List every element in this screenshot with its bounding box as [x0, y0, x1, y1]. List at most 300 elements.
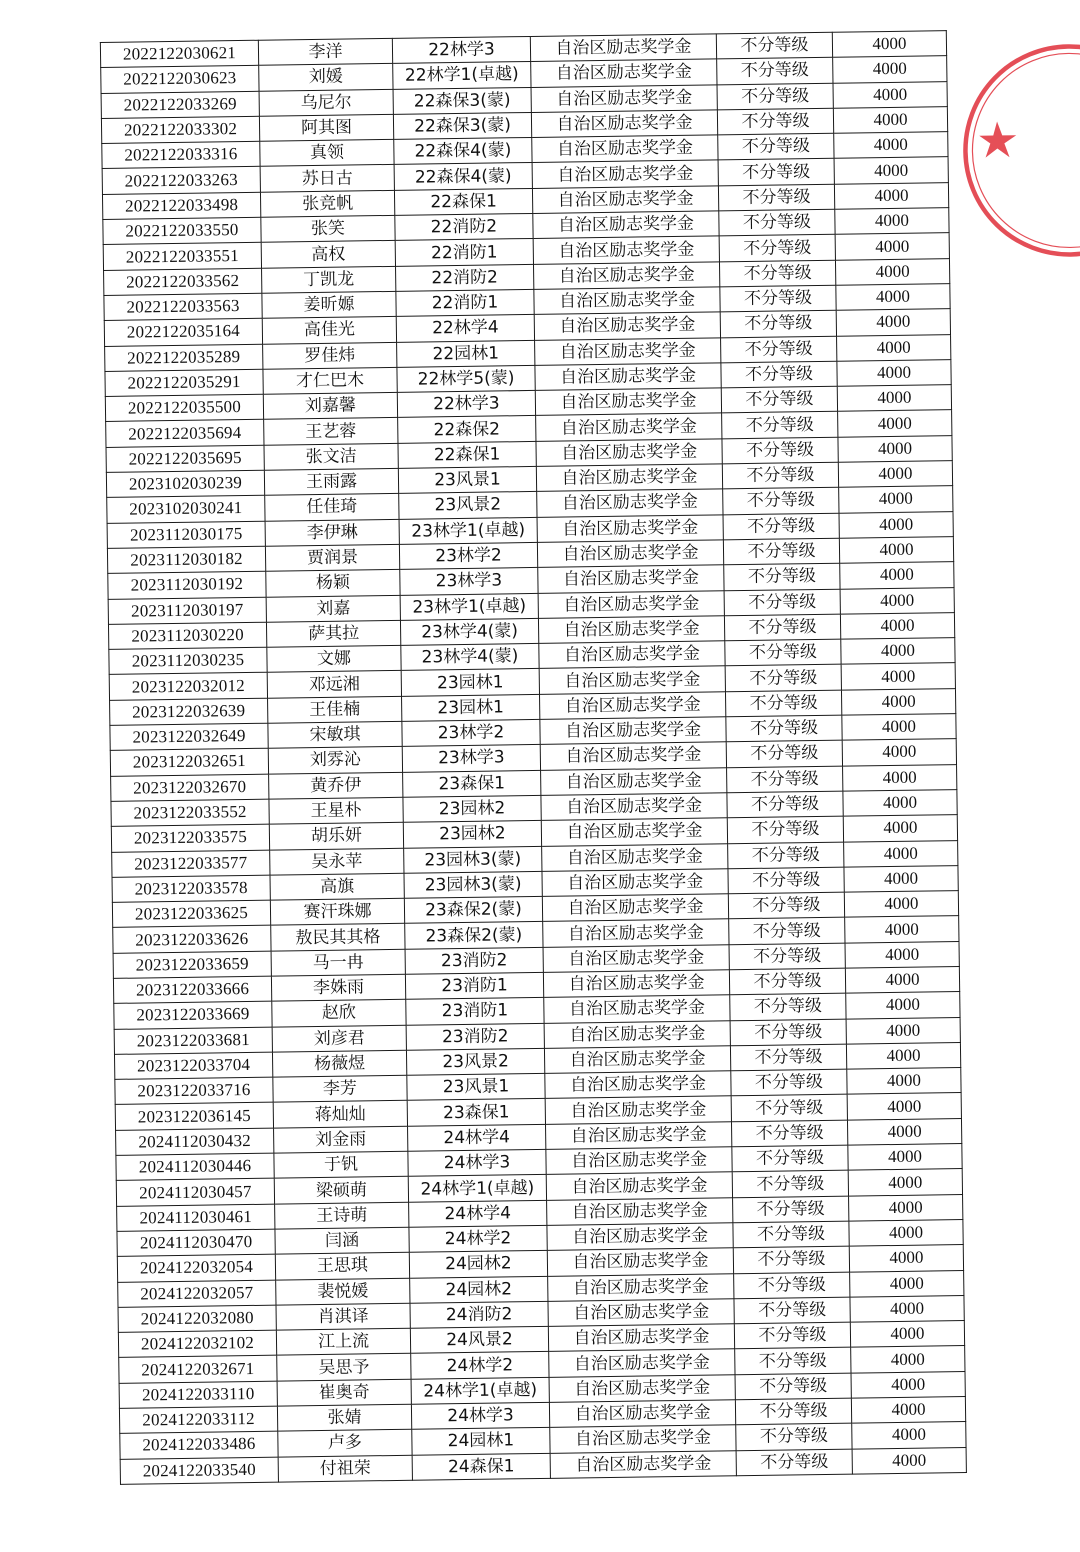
- amount-cell: 4000: [840, 587, 954, 614]
- amount-cell: 4000: [847, 1068, 961, 1095]
- student-id-cell: 2024122033540: [120, 1457, 278, 1485]
- student-id-cell: 2024112030446: [116, 1153, 274, 1181]
- award-cell: 自治区励志奖学金: [541, 767, 727, 795]
- class-cell: 24林学3: [408, 1149, 546, 1176]
- student-name-cell: 刘彦君: [272, 1025, 406, 1052]
- student-id-cell: 2024122032057: [118, 1280, 276, 1308]
- class-cell: 23林学1(卓越): [400, 593, 538, 620]
- award-cell: 自治区励志奖学金: [544, 1020, 730, 1048]
- amount-cell: 4000: [850, 1321, 964, 1348]
- amount-cell: 4000: [848, 1169, 962, 1196]
- student-name-cell: 张文洁: [264, 443, 398, 470]
- class-cell: 23消防2: [405, 947, 543, 974]
- student-name-cell: 江上流: [276, 1328, 410, 1355]
- student-name-cell: 肖淇译: [276, 1303, 410, 1330]
- award-cell: 自治区励志奖学金: [545, 1071, 731, 1099]
- award-cell: 自治区励志奖学金: [537, 489, 723, 517]
- award-cell: 自治区励志奖学金: [548, 1273, 734, 1301]
- class-cell: 23林学4(蒙): [401, 644, 539, 671]
- student-name-cell: 宋敏琪: [268, 721, 402, 748]
- class-cell: 22园林1: [397, 340, 535, 367]
- student-id-cell: 2024122032102: [118, 1330, 276, 1358]
- amount-cell: 4000: [832, 31, 946, 58]
- grade-cell: 不分等级: [734, 1272, 850, 1299]
- grade-cell: 不分等级: [726, 715, 842, 742]
- student-id-cell: 2022122030621: [100, 40, 258, 68]
- award-cell: 自治区励志奖学金: [535, 388, 721, 416]
- grade-cell: 不分等级: [720, 310, 836, 337]
- class-cell: 23园林1: [401, 669, 539, 696]
- award-cell: 自治区励志奖学金: [547, 1248, 733, 1276]
- grade-cell: 不分等级: [720, 285, 836, 312]
- student-id-cell: 2022122033563: [104, 293, 262, 321]
- grade-cell: 不分等级: [721, 361, 837, 388]
- student-id-cell: 2022122033316: [102, 141, 260, 169]
- student-id-cell: 2023122032651: [110, 749, 268, 777]
- amount-cell: 4000: [841, 638, 955, 665]
- class-cell: 23风景2: [406, 1048, 544, 1075]
- amount-cell: 4000: [851, 1397, 965, 1424]
- student-name-cell: 丁凯龙: [262, 266, 396, 293]
- grade-cell: 不分等级: [719, 235, 835, 262]
- award-cell: 自治区励志奖学金: [535, 337, 721, 365]
- student-id-cell: 2023112030182: [107, 546, 265, 574]
- grade-cell: 不分等级: [730, 1019, 846, 1046]
- class-cell: 22消防2: [396, 264, 534, 291]
- class-cell: 22森保1: [398, 441, 536, 468]
- amount-cell: 4000: [835, 208, 949, 235]
- amount-cell: 4000: [850, 1295, 964, 1322]
- student-id-cell: 2023112030235: [109, 647, 267, 675]
- student-name-cell: 刘媛: [259, 64, 393, 91]
- student-name-cell: 张竞帆: [260, 190, 394, 217]
- class-cell: 23森保2(蒙): [405, 922, 543, 949]
- award-cell: 自治区励志奖学金: [532, 160, 718, 188]
- student-id-cell: 2023112030220: [108, 622, 266, 650]
- award-cell: 自治区励志奖学金: [540, 717, 726, 745]
- class-cell: 22森保4(蒙): [394, 138, 532, 165]
- grade-cell: 不分等级: [728, 867, 844, 894]
- class-cell: 22林学3: [397, 391, 535, 418]
- grade-cell: 不分等级: [722, 412, 838, 439]
- scholarship-list-sheet: [100, 30, 966, 1502]
- grade-cell: 不分等级: [732, 1170, 848, 1197]
- grade-cell: 不分等级: [727, 766, 843, 793]
- grade-cell: 不分等级: [733, 1221, 849, 1248]
- amount-cell: 4000: [833, 107, 947, 134]
- grade-cell: 不分等级: [723, 513, 839, 540]
- student-name-cell: 罗佳炜: [263, 342, 397, 369]
- student-name-cell: 吴永苹: [270, 848, 404, 875]
- award-cell: 自治区励志奖学金: [539, 692, 725, 720]
- student-name-cell: 阿其图: [259, 114, 393, 141]
- class-cell: 23园林3(蒙): [404, 871, 542, 898]
- grade-cell: 不分等级: [735, 1348, 851, 1375]
- student-id-cell: 2023122033704: [114, 1052, 272, 1080]
- student-name-cell: 文娜: [267, 645, 401, 672]
- student-name-cell: 高权: [261, 241, 395, 268]
- award-cell: 自治区励志奖学金: [530, 34, 716, 62]
- class-cell: 24林学4: [409, 1200, 547, 1227]
- student-name-cell: 杨薇煜: [272, 1050, 406, 1077]
- student-name-cell: 梁硕萌: [274, 1177, 408, 1204]
- student-id-cell: 2024122032054: [117, 1254, 275, 1282]
- student-name-cell: 李姝雨: [271, 974, 405, 1001]
- grade-cell: 不分等级: [722, 462, 838, 489]
- student-id-cell: 2023112030197: [108, 597, 266, 625]
- class-cell: 23风景1: [398, 466, 536, 493]
- amount-cell: 4000: [834, 132, 948, 159]
- amount-cell: 4000: [837, 359, 951, 386]
- grade-cell: 不分等级: [725, 639, 841, 666]
- student-id-cell: 2022122035289: [105, 344, 263, 372]
- student-id-cell: 2022122035500: [105, 394, 263, 422]
- grade-cell: 不分等级: [736, 1423, 852, 1450]
- grade-cell: 不分等级: [725, 665, 841, 692]
- student-name-cell: 刘嘉: [266, 595, 400, 622]
- student-id-cell: 2022122033550: [103, 217, 261, 245]
- amount-cell: 4000: [841, 663, 955, 690]
- class-cell: 24林学4: [408, 1124, 546, 1151]
- award-cell: 自治区励志奖学金: [549, 1349, 735, 1377]
- class-cell: 22森保4(蒙): [394, 163, 532, 190]
- amount-cell: 4000: [844, 840, 958, 867]
- grade-cell: 不分等级: [731, 1095, 847, 1122]
- award-cell: 自治区励志奖学金: [542, 894, 728, 922]
- award-cell: 自治区励志奖学金: [536, 464, 722, 492]
- student-name-cell: 高旗: [270, 873, 404, 900]
- class-cell: 22林学3: [392, 36, 530, 63]
- student-name-cell: 姜昕嫄: [262, 291, 396, 318]
- award-cell: 自治区励志奖学金: [538, 565, 724, 593]
- award-cell: 自治区励志奖学金: [531, 59, 717, 87]
- award-cell: 自治区励志奖学金: [545, 1096, 731, 1124]
- amount-cell: 4000: [834, 157, 948, 184]
- award-cell: 自治区励志奖学金: [534, 287, 720, 315]
- grade-cell: 不分等级: [736, 1449, 852, 1476]
- class-cell: 23园林1: [402, 694, 540, 721]
- class-cell: 23园林3(蒙): [404, 846, 542, 873]
- class-cell: 23园林2: [403, 821, 541, 848]
- amount-cell: 4000: [833, 56, 947, 83]
- grade-cell: 不分等级: [716, 32, 832, 59]
- student-id-cell: 2023122033575: [111, 824, 269, 852]
- award-cell: 自治区励志奖学金: [532, 135, 718, 163]
- amount-cell: 4000: [843, 815, 957, 842]
- student-name-cell: 任佳琦: [265, 494, 399, 521]
- grade-cell: 不分等级: [728, 892, 844, 919]
- grade-cell: 不分等级: [732, 1145, 848, 1172]
- student-name-cell: 贾润景: [265, 544, 399, 571]
- scholarship-roster-table: [100, 30, 967, 1485]
- grade-cell: 不分等级: [730, 1044, 846, 1071]
- student-id-cell: 2022122033263: [102, 167, 260, 195]
- student-id-cell: 2022122030623: [101, 66, 259, 94]
- student-name-cell: 赵欣: [272, 1000, 406, 1027]
- student-id-cell: 2023122032670: [111, 774, 269, 802]
- amount-cell: 4000: [848, 1144, 962, 1171]
- grade-cell: 不分等级: [725, 690, 841, 717]
- class-cell: 22消防1: [396, 289, 534, 316]
- student-name-cell: 刘嘉馨: [263, 393, 397, 420]
- student-name-cell: 才仁巴木: [263, 367, 397, 394]
- amount-cell: 4000: [844, 865, 958, 892]
- grade-cell: 不分等级: [733, 1246, 849, 1273]
- award-cell: 自治区励志奖学金: [537, 540, 723, 568]
- student-id-cell: 2024112030457: [116, 1179, 274, 1207]
- grade-cell: 不分等级: [735, 1398, 851, 1425]
- award-cell: 自治区励志奖学金: [533, 262, 719, 290]
- student-name-cell: 王艺蓉: [264, 418, 398, 445]
- student-name-cell: 王诗萌: [275, 1202, 409, 1229]
- award-cell: 自治区励志奖学金: [531, 110, 717, 138]
- amount-cell: 4000: [837, 385, 951, 412]
- award-cell: 自治区励志奖学金: [544, 995, 730, 1023]
- grade-cell: 不分等级: [734, 1297, 850, 1324]
- grade-cell: 不分等级: [717, 83, 833, 110]
- award-cell: 自治区励志奖学金: [544, 1046, 730, 1074]
- grade-cell: 不分等级: [723, 488, 839, 515]
- award-cell: 自治区励志奖学金: [546, 1172, 732, 1200]
- grade-cell: 不分等级: [733, 1196, 849, 1223]
- amount-cell: 4000: [849, 1219, 963, 1246]
- award-cell: 自治区励志奖学金: [548, 1324, 734, 1352]
- amount-cell: 4000: [842, 714, 956, 741]
- class-cell: 22森保3(蒙): [393, 87, 531, 114]
- student-name-cell: 高佳光: [262, 317, 396, 344]
- student-id-cell: 2023122033626: [113, 926, 271, 954]
- grade-cell: 不分等级: [724, 563, 840, 590]
- class-cell: 24风景2: [410, 1326, 548, 1353]
- student-id-cell: 2023112030175: [107, 521, 265, 549]
- award-cell: 自治区励志奖学金: [536, 413, 722, 441]
- amount-cell: 4000: [852, 1447, 966, 1474]
- student-name-cell: 王佳楠: [268, 696, 402, 723]
- grade-cell: 不分等级: [719, 209, 835, 236]
- grade-cell: 不分等级: [719, 260, 835, 287]
- award-cell: 自治区励志奖学金: [542, 843, 728, 871]
- amount-cell: 4000: [836, 309, 950, 336]
- award-cell: 自治区励志奖学金: [538, 590, 724, 618]
- class-cell: 24消防2: [410, 1301, 548, 1328]
- student-id-cell: 2024122032080: [118, 1305, 276, 1333]
- amount-cell: 4000: [846, 1017, 960, 1044]
- award-cell: 自治区励志奖学金: [533, 236, 719, 264]
- grade-cell: 不分等级: [735, 1373, 851, 1400]
- class-cell: 23林学4(蒙): [400, 618, 538, 645]
- amount-cell: 4000: [844, 891, 958, 918]
- student-name-cell: 黄乔伊: [269, 772, 403, 799]
- class-cell: 22森保2: [398, 416, 536, 443]
- grade-cell: 不分等级: [722, 437, 838, 464]
- award-cell: 自治区励志奖学金: [532, 186, 718, 214]
- grade-cell: 不分等级: [718, 159, 834, 186]
- class-cell: 23林学2: [402, 719, 540, 746]
- award-cell: 自治区励志奖学金: [543, 919, 729, 947]
- red-star-seal-icon: [934, 10, 1080, 282]
- class-cell: 23林学1(卓越): [399, 517, 537, 544]
- class-cell: 23林学2: [399, 542, 537, 569]
- award-cell: 自治区励志奖学金: [538, 616, 724, 644]
- grade-cell: 不分等级: [718, 133, 834, 160]
- student-id-cell: 2023122033669: [114, 1001, 272, 1029]
- student-id-cell: 2024122033110: [119, 1381, 277, 1409]
- student-id-cell: 2024112030470: [117, 1229, 275, 1257]
- grade-cell: 不分等级: [727, 816, 843, 843]
- amount-cell: 4000: [842, 739, 956, 766]
- student-name-cell: 苏日古: [260, 165, 394, 192]
- student-id-cell: 2022122035694: [106, 420, 264, 448]
- award-cell: 自治区励志奖学金: [547, 1197, 733, 1225]
- award-cell: 自治区励志奖学金: [549, 1400, 735, 1428]
- amount-cell: 4000: [838, 435, 952, 462]
- award-cell: 自治区励志奖学金: [547, 1223, 733, 1251]
- award-cell: 自治区励志奖学金: [539, 666, 725, 694]
- class-cell: 24园林2: [410, 1276, 548, 1303]
- class-cell: 24园林1: [412, 1428, 550, 1455]
- grade-cell: 不分等级: [728, 842, 844, 869]
- amount-cell: 4000: [847, 1093, 961, 1120]
- award-cell: 自治区励志奖学金: [537, 514, 723, 542]
- class-cell: 22森保1: [394, 188, 532, 215]
- grade-cell: 不分等级: [723, 538, 839, 565]
- award-cell: 自治区励志奖学金: [550, 1450, 736, 1478]
- student-id-cell: 2023122033578: [112, 875, 270, 903]
- award-cell: 自治区励志奖学金: [535, 363, 721, 391]
- student-id-cell: 2023122033681: [114, 1027, 272, 1055]
- student-name-cell: 付祖荣: [278, 1455, 412, 1482]
- student-id-cell: 2022122035695: [106, 445, 264, 473]
- student-name-cell: 刘雰沁: [268, 747, 402, 774]
- award-cell: 自治区励志奖学金: [541, 818, 727, 846]
- amount-cell: 4000: [839, 511, 953, 538]
- student-name-cell: 马一冉: [271, 949, 405, 976]
- class-cell: 24林学2: [411, 1352, 549, 1379]
- amount-cell: 4000: [839, 537, 953, 564]
- grade-cell: 不分等级: [726, 740, 842, 767]
- class-cell: 23森保1: [407, 1099, 545, 1126]
- student-name-cell: 邓远湘: [267, 671, 401, 698]
- award-cell: 自治区励志奖学金: [541, 793, 727, 821]
- student-id-cell: 2023122036145: [115, 1103, 273, 1131]
- student-id-cell: 2023122033659: [113, 951, 271, 979]
- class-cell: 22消防2: [395, 214, 533, 241]
- amount-cell: 4000: [852, 1422, 966, 1449]
- grade-cell: 不分等级: [717, 58, 833, 85]
- class-cell: 22消防1: [395, 239, 533, 266]
- class-cell: 24园林2: [409, 1251, 547, 1278]
- class-cell: 24森保1: [412, 1453, 550, 1480]
- award-cell: 自治区励志奖学金: [543, 970, 729, 998]
- student-name-cell: 李洋: [258, 38, 392, 65]
- student-id-cell: 2024122033112: [119, 1406, 277, 1434]
- award-cell: 自治区励志奖学金: [548, 1299, 734, 1327]
- grade-cell: 不分等级: [724, 614, 840, 641]
- roster-body: [100, 31, 966, 1485]
- student-id-cell: 2023122033552: [111, 799, 269, 827]
- class-cell: 23消防2: [406, 1023, 544, 1050]
- grade-cell: 不分等级: [718, 184, 834, 211]
- amount-cell: 4000: [845, 941, 959, 968]
- class-cell: 23园林2: [403, 795, 541, 822]
- amount-cell: 4000: [834, 182, 948, 209]
- class-cell: 22林学1(卓越): [393, 62, 531, 89]
- student-id-cell: 2022122033551: [103, 243, 261, 271]
- grade-cell: 不分等级: [724, 589, 840, 616]
- class-cell: 23林学3: [402, 745, 540, 772]
- student-name-cell: 崔奥奇: [277, 1379, 411, 1406]
- class-cell: 24林学2: [409, 1225, 547, 1252]
- student-id-cell: 2023122032012: [109, 673, 267, 701]
- grade-cell: 不分等级: [721, 336, 837, 363]
- student-id-cell: 2023122032639: [110, 698, 268, 726]
- award-cell: 自治区励志奖学金: [531, 84, 717, 112]
- student-name-cell: 胡乐妍: [269, 823, 403, 850]
- student-name-cell: 李伊琳: [265, 519, 399, 546]
- class-cell: 23消防1: [405, 972, 543, 999]
- grade-cell: 不分等级: [731, 1120, 847, 1147]
- amount-cell: 4000: [849, 1194, 963, 1221]
- student-id-cell: 2023122033577: [112, 850, 270, 878]
- amount-cell: 4000: [851, 1371, 965, 1398]
- amount-cell: 4000: [837, 334, 951, 361]
- class-cell: 23风景1: [407, 1074, 545, 1101]
- award-cell: 自治区励志奖学金: [536, 439, 722, 467]
- amount-cell: 4000: [833, 81, 947, 108]
- amount-cell: 4000: [835, 233, 949, 260]
- student-id-cell: 2022122033498: [102, 192, 260, 220]
- class-cell: 24林学3: [411, 1402, 549, 1429]
- amount-cell: 4000: [838, 461, 952, 488]
- award-cell: 自治区励志奖学金: [540, 742, 726, 770]
- student-name-cell: 真领: [260, 140, 394, 167]
- student-id-cell: 2023102030241: [107, 496, 265, 524]
- class-cell: 23森保1: [403, 770, 541, 797]
- grade-cell: 不分等级: [727, 791, 843, 818]
- class-cell: 22森保3(蒙): [393, 112, 531, 139]
- student-id-cell: 2023122032649: [110, 723, 268, 751]
- student-name-cell: 萨其拉: [266, 620, 400, 647]
- student-id-cell: 2023122033625: [112, 900, 270, 928]
- award-cell: 自治区励志奖学金: [534, 312, 720, 340]
- class-cell: 23森保2(蒙): [404, 896, 542, 923]
- student-name-cell: 王雨露: [264, 468, 398, 495]
- student-name-cell: 赛汗珠娜: [270, 898, 404, 925]
- student-id-cell: 2022122035291: [105, 369, 263, 397]
- class-cell: 23林学3: [400, 568, 538, 595]
- award-cell: 自治区励志奖学金: [543, 944, 729, 972]
- student-id-cell: 2022122033562: [104, 268, 262, 296]
- grade-cell: 不分等级: [734, 1322, 850, 1349]
- grade-cell: 不分等级: [731, 1069, 847, 1096]
- student-id-cell: 2022122033269: [101, 91, 259, 119]
- student-name-cell: 张婧: [277, 1404, 411, 1431]
- class-cell: 23消防1: [406, 998, 544, 1025]
- amount-cell: 4000: [845, 967, 959, 994]
- grade-cell: 不分等级: [729, 968, 845, 995]
- student-name-cell: 王星朴: [269, 797, 403, 824]
- student-name-cell: 于钒: [274, 1151, 408, 1178]
- student-id-cell: 2024122033486: [120, 1431, 278, 1459]
- amount-cell: 4000: [849, 1245, 963, 1272]
- class-cell: 24林学1(卓越): [411, 1377, 549, 1404]
- award-cell: 自治区励志奖学金: [539, 641, 725, 669]
- student-name-cell: 吴思予: [277, 1354, 411, 1381]
- amount-cell: 4000: [850, 1270, 964, 1297]
- student-name-cell: 乌尼尔: [259, 89, 393, 116]
- grade-cell: 不分等级: [717, 108, 833, 135]
- amount-cell: 4000: [847, 1118, 961, 1145]
